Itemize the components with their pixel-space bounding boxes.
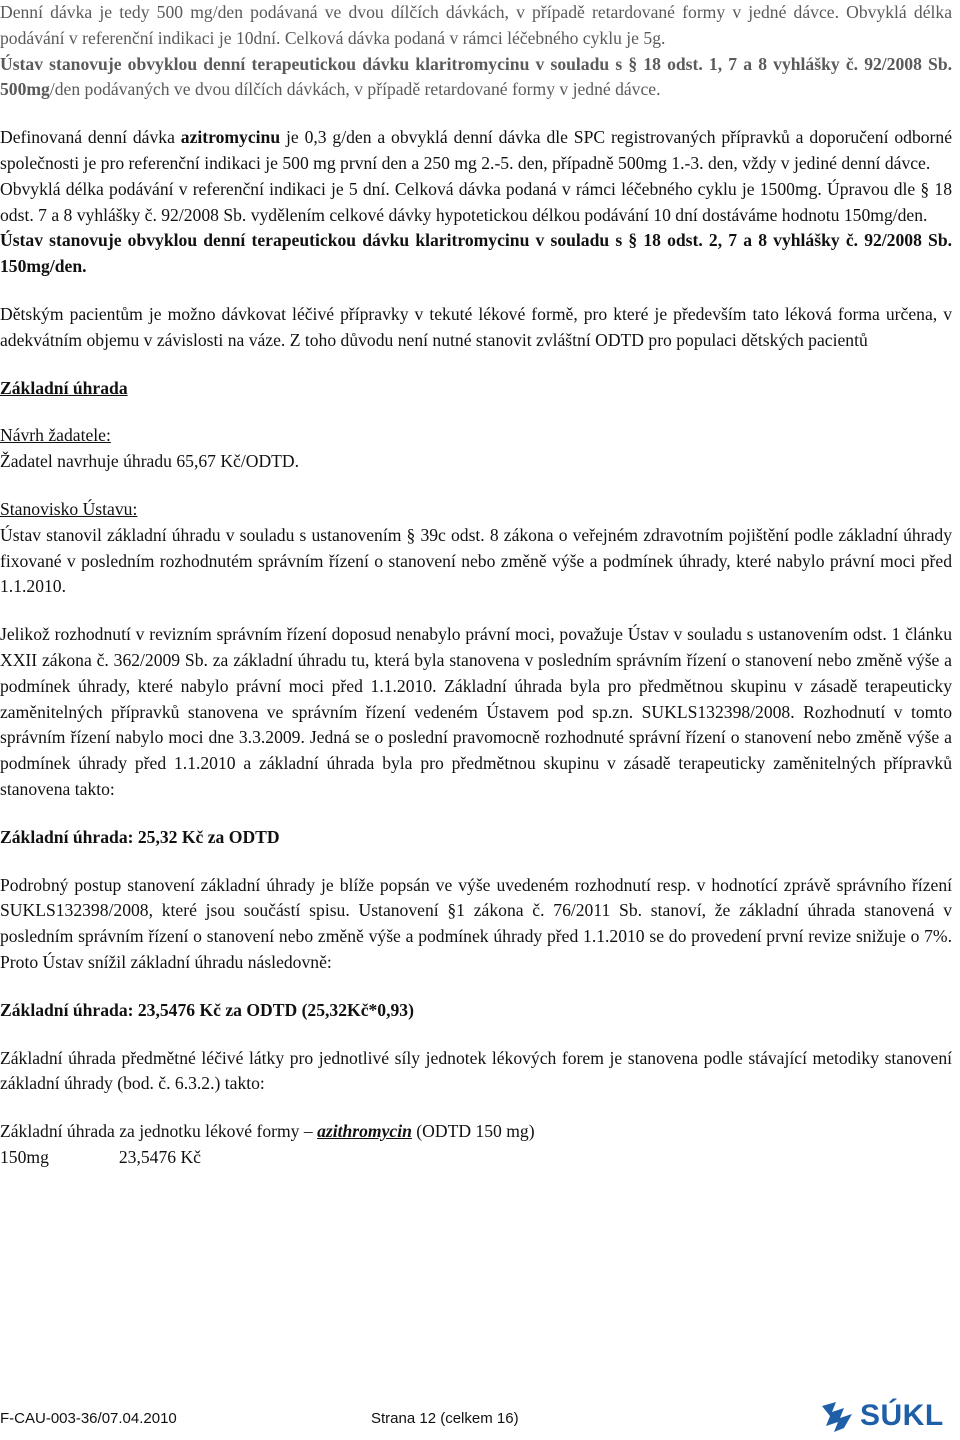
substance-name: azithromycin	[317, 1121, 412, 1142]
paragraph-detsti-pacienti: Dětským pacientům je možno dávkovat léčivé přípravky v tekuté lékové formě, pro které je především tato léková forma určena, v adekvátním objemu v závislosti na váze. Z toho důvodu není nutné stanovit zvláštní ODTD pro populaci dětských pacientů	[0, 303, 952, 350]
paragraph-ustav-klaritromycin	[0, 52, 952, 104]
paragraph-azitromycin-ddd	[0, 125, 952, 177]
applicant-text: Žadatel navrhuje úhradu 65,67 Kč/ODTD.	[0, 451, 299, 472]
base-payment-2: Základní úhrada: 23,5476 Kč za ODTD (25,32Kč*0,93)	[0, 999, 414, 1020]
bold-statement: Ústav stanovuje obvyklou denní terapeutickou dávku klaritromycinu v souladu s § 18 odst. 1, 7 a 8 vyhlášky č. 92/2008 Sb. 500mg	[0, 53, 952, 100]
unit-payment-line	[0, 1119, 952, 1145]
page-footer	[0, 1408, 960, 1436]
document-code: F-CAU-003-36/07.04.2010	[0, 1410, 177, 1427]
section-heading: Základní úhrada	[0, 377, 128, 398]
sukl-logo	[818, 1398, 956, 1438]
dose-price-row	[0, 1145, 952, 1171]
paragraph-dose-klaritromycin: Denní dávka je tedy 500 mg/den podávaná ve dvou dílčích dávkách, v případě retardované formy v jedné dávce. Obvyklá délka podávání v referenční indikaci je 10dní. Celková dávka podaná v rámci léčebného cyklu je 5g.	[0, 2, 952, 48]
paragraph-revizni-rizeni: Jelikož rozhodnutí v revizním správním řízení doposud nenabylo právní moci, považuje Ústav v souladu s ustanovením odst. 1 článku XXII zákona č. 362/2009 Sb. za základní úhradu tu, která byla stanovena v posledním správním řízení o stanovení nebo změně výše a podmínek úhrady, které nabylo právní moci před 1.1.2010. Základní úhrada byla pro předmětnou skupinu v zásadě terapeuticky zaměnitelných přípravků stanovena ve správním řízení vedeném Ústavem pod sp.zn. SUKLS132398/2008. Rozhodnutí v tomto správním řízení nabylo moci dne 3.3.2009. Jedná se o poslední pravomocně rozhodnuté správní řízení o stanovení nebo změně výše a podmínek úhrady před 1.1.2010 a základní úhrada byla pro předmětnou skupinu v zásadě terapeuticky zaměnitelných přípravků stanovena takto:	[0, 624, 952, 799]
dose-value: 150mg	[0, 1146, 49, 1167]
paragraph-ustanoveni: Ústav stanovil základní úhradu v souladu s ustanovením § 39c odst. 8 zákona o veřejném zdravotním pojištění podle základní úhrady fixované v posledním rozhodnutém správním řízení o stanovení nebo změně výše a podmínek úhrady, které nabylo právní moci před 1.1.2010.	[0, 524, 952, 597]
paragraph-ustav-azitromycin: Ústav stanovuje obvyklou denní terapeutickou dávku klaritromycinu v souladu s § 18 odst. 2, 7 a 8 vyhlášky č. 92/2008 Sb. 150mg/den.	[0, 230, 952, 277]
text-fragment: je 0,3 g/den a obvyklá denní dávka dle SPC registrovaných přípravků a doporučení odborné společnosti je pro referenční indikaci je 500 mg první den a 250 mg 2.-5. den, případně 500mg 1.-3. den, vždy v jediné denní dávce.	[0, 127, 952, 173]
paragraph-metodika: Základní úhrada předmětné léčivé látky pro jednotlivé síly jednotek lékových forem je stanovena podle stávající metodiky stanovení základní úhrady (bod. č. 6.3.2.) takto:	[0, 1047, 952, 1094]
text-fragment: Definovaná denní dávka	[0, 127, 181, 148]
paragraph-postup: Podrobný postup stanovení základní úhrady je blíže popsán ve výše uvedeném rozhodnutí resp. v hodnotící zprávě správního řízení SUKLS132398/2008, které jsou součástí spisu. Ustanovení §1 zákona č. 76/2011 Sb. stanoví, že základní úhrada stanovená v posledním správním řízení o stanovení nebo změně výše a podmínek úhrady před 1.1.2010 se do provedení první revize snižuje o 7%. Proto Ústav snížil základní úhradu následovně:	[0, 874, 952, 972]
applicant-label: Návrh žadatele:	[0, 425, 111, 446]
price-value: 23,5476 Kč	[118, 1146, 201, 1167]
logo-text: SÚKL	[860, 1399, 944, 1432]
substance-name: azitromycinu	[180, 127, 281, 148]
paragraph-podavani: Obvyklá délka podávání v referenční indikaci je 5 dní. Celková dávka podaná v rámci léčebného cyklu je 1500mg. Úpravou dle § 18 odst. 7 a 8 vyhlášky č. 92/2008 Sb. vydělením celkové dávky hypotetickou délkou podávání 10 dní dostáváme hodnotu 150mg/den.	[0, 178, 952, 225]
position-label: Stanovisko Ústavu:	[0, 498, 138, 519]
page-number: Strana 12 (celkem 16)	[371, 1410, 519, 1427]
base-payment-1: Základní úhrada: 25,32 Kč za ODTD	[0, 826, 280, 847]
text-fragment: Základní úhrada za jednotku lékové formy –	[0, 1121, 318, 1142]
text-fragment: (ODTD 150 mg)	[411, 1121, 535, 1142]
eagle-icon	[818, 1398, 858, 1438]
statement-rest: /den podávaných ve dvou dílčích dávkách, v případě retardované formy v jedné dávce.	[49, 79, 661, 100]
